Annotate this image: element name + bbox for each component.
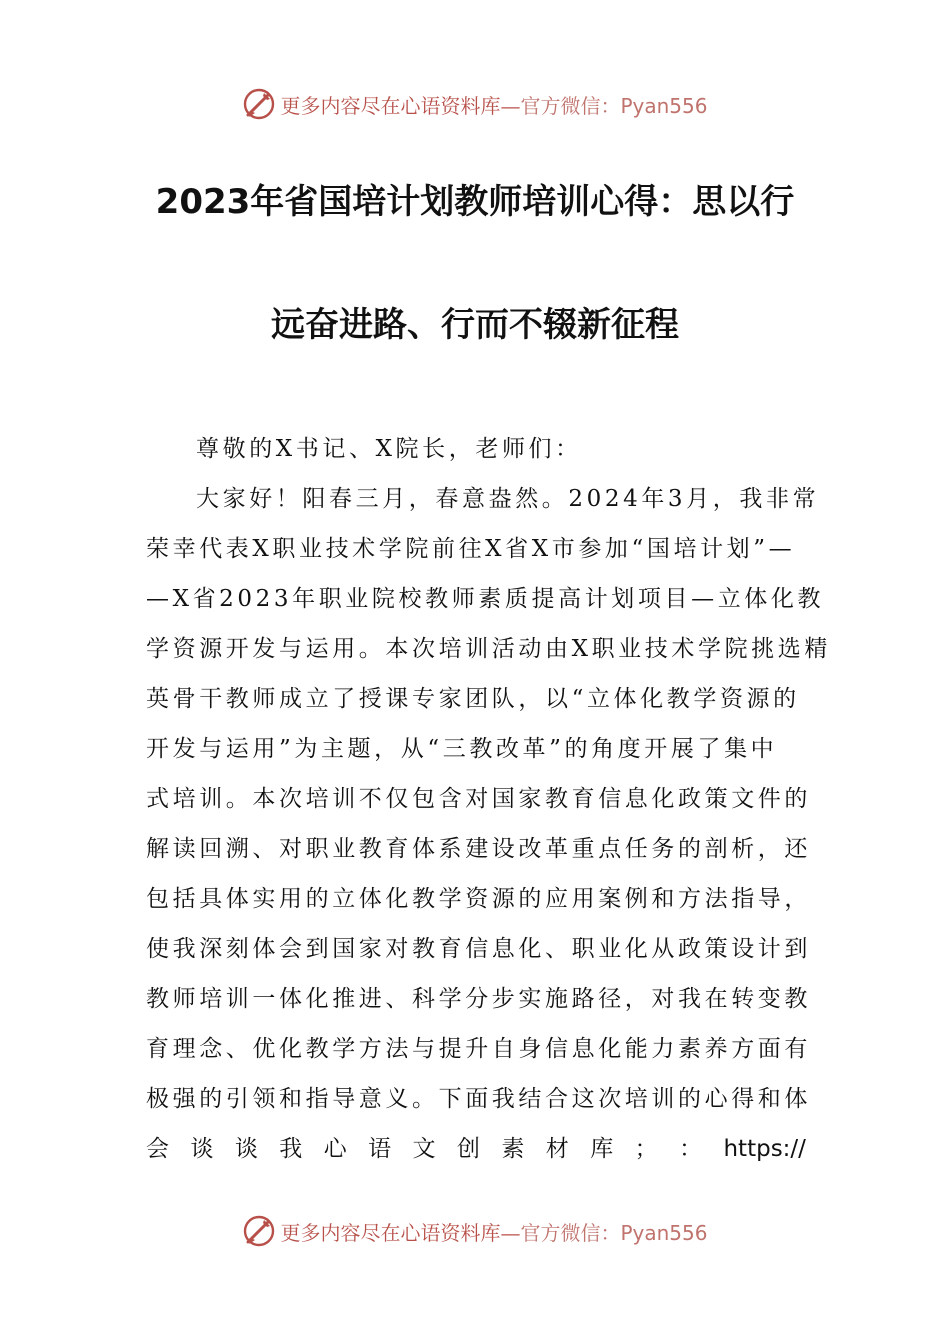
text-char: 库 [590,1136,614,1162]
watermark-brand-text: 更多内容尽在心语资料库— [280,1220,521,1245]
text-char: ； [634,1136,658,1162]
text-char: 创 [456,1136,480,1162]
paragraph-line: 极强的引领和指导意义。下面我结合这次培训的心得和体 [146,1086,811,1112]
text-char: 文 [412,1136,436,1162]
pen-in-circle-icon [242,87,276,121]
paragraph-line-with-link [146,1131,806,1167]
text-char: 材 [545,1136,569,1162]
text-char: 语 [368,1136,392,1162]
paragraph-line: 式培训。本次培训不仅包含对国家教育信息化政策文件的 [146,786,811,812]
paragraph-line: —X省2023年职业院校教师素质提高计划项目—立体化教 [146,586,825,612]
document-title-line-1: 2023年省国培计划教师培训心得：思以行 [155,182,795,222]
document-title-line-2: 远奋进路、行而不辍新征程 [271,305,679,345]
text-char: 谈 [234,1136,258,1162]
paragraph-line: 大家好！阳春三月，春意盎然。2024年3月，我非常 [196,486,820,512]
text-char: 心 [323,1136,347,1162]
url-text: https:// [723,1136,806,1162]
watermark-wechat-text: 官方微信：Pyan556 [520,93,708,118]
text-char: 我 [279,1136,303,1162]
paragraph-line: 包括具体实用的立体化教学资源的应用案例和方法指导， [146,886,811,912]
text-char: 谈 [190,1136,214,1162]
paragraph-line: 解读回溯、对职业教育体系建设改革重点任务的剖析，还 [146,836,811,862]
footer-watermark [0,1211,950,1251]
text-char: 会 [146,1136,169,1162]
salutation-line: 尊敬的X书记、X院长，老师们： [196,436,582,462]
header-watermark [0,84,950,124]
paragraph-line: 教师培训一体化推进、科学分步实施路径，对我在转变教 [146,986,811,1012]
paragraph-line: 荣幸代表X职业技术学院前往X省X市参加“国培计划”— [146,536,796,562]
text-char: 素 [501,1136,525,1162]
paragraph-line: 英骨干教师成立了授课专家团队，以“立体化教学资源的 [146,686,800,712]
paragraph-line: 育理念、优化教学方法与提升自身信息化能力素养方面有 [146,1036,811,1062]
watermark-brand-text: 更多内容尽在心语资料库— [280,93,521,118]
pen-in-circle-icon [242,1214,276,1248]
text-char: ： [679,1136,703,1162]
paragraph-line: 开发与运用”为主题，从“三教改革”的角度开展了集中 [146,736,778,762]
watermark-wechat-text: 官方微信：Pyan556 [520,1220,708,1245]
paragraph-line: 学资源开发与运用。本次培训活动由X职业技术学院挑选精 [146,636,831,662]
paragraph-line: 使我深刻体会到国家对教育信息化、职业化从政策设计到 [146,936,811,962]
